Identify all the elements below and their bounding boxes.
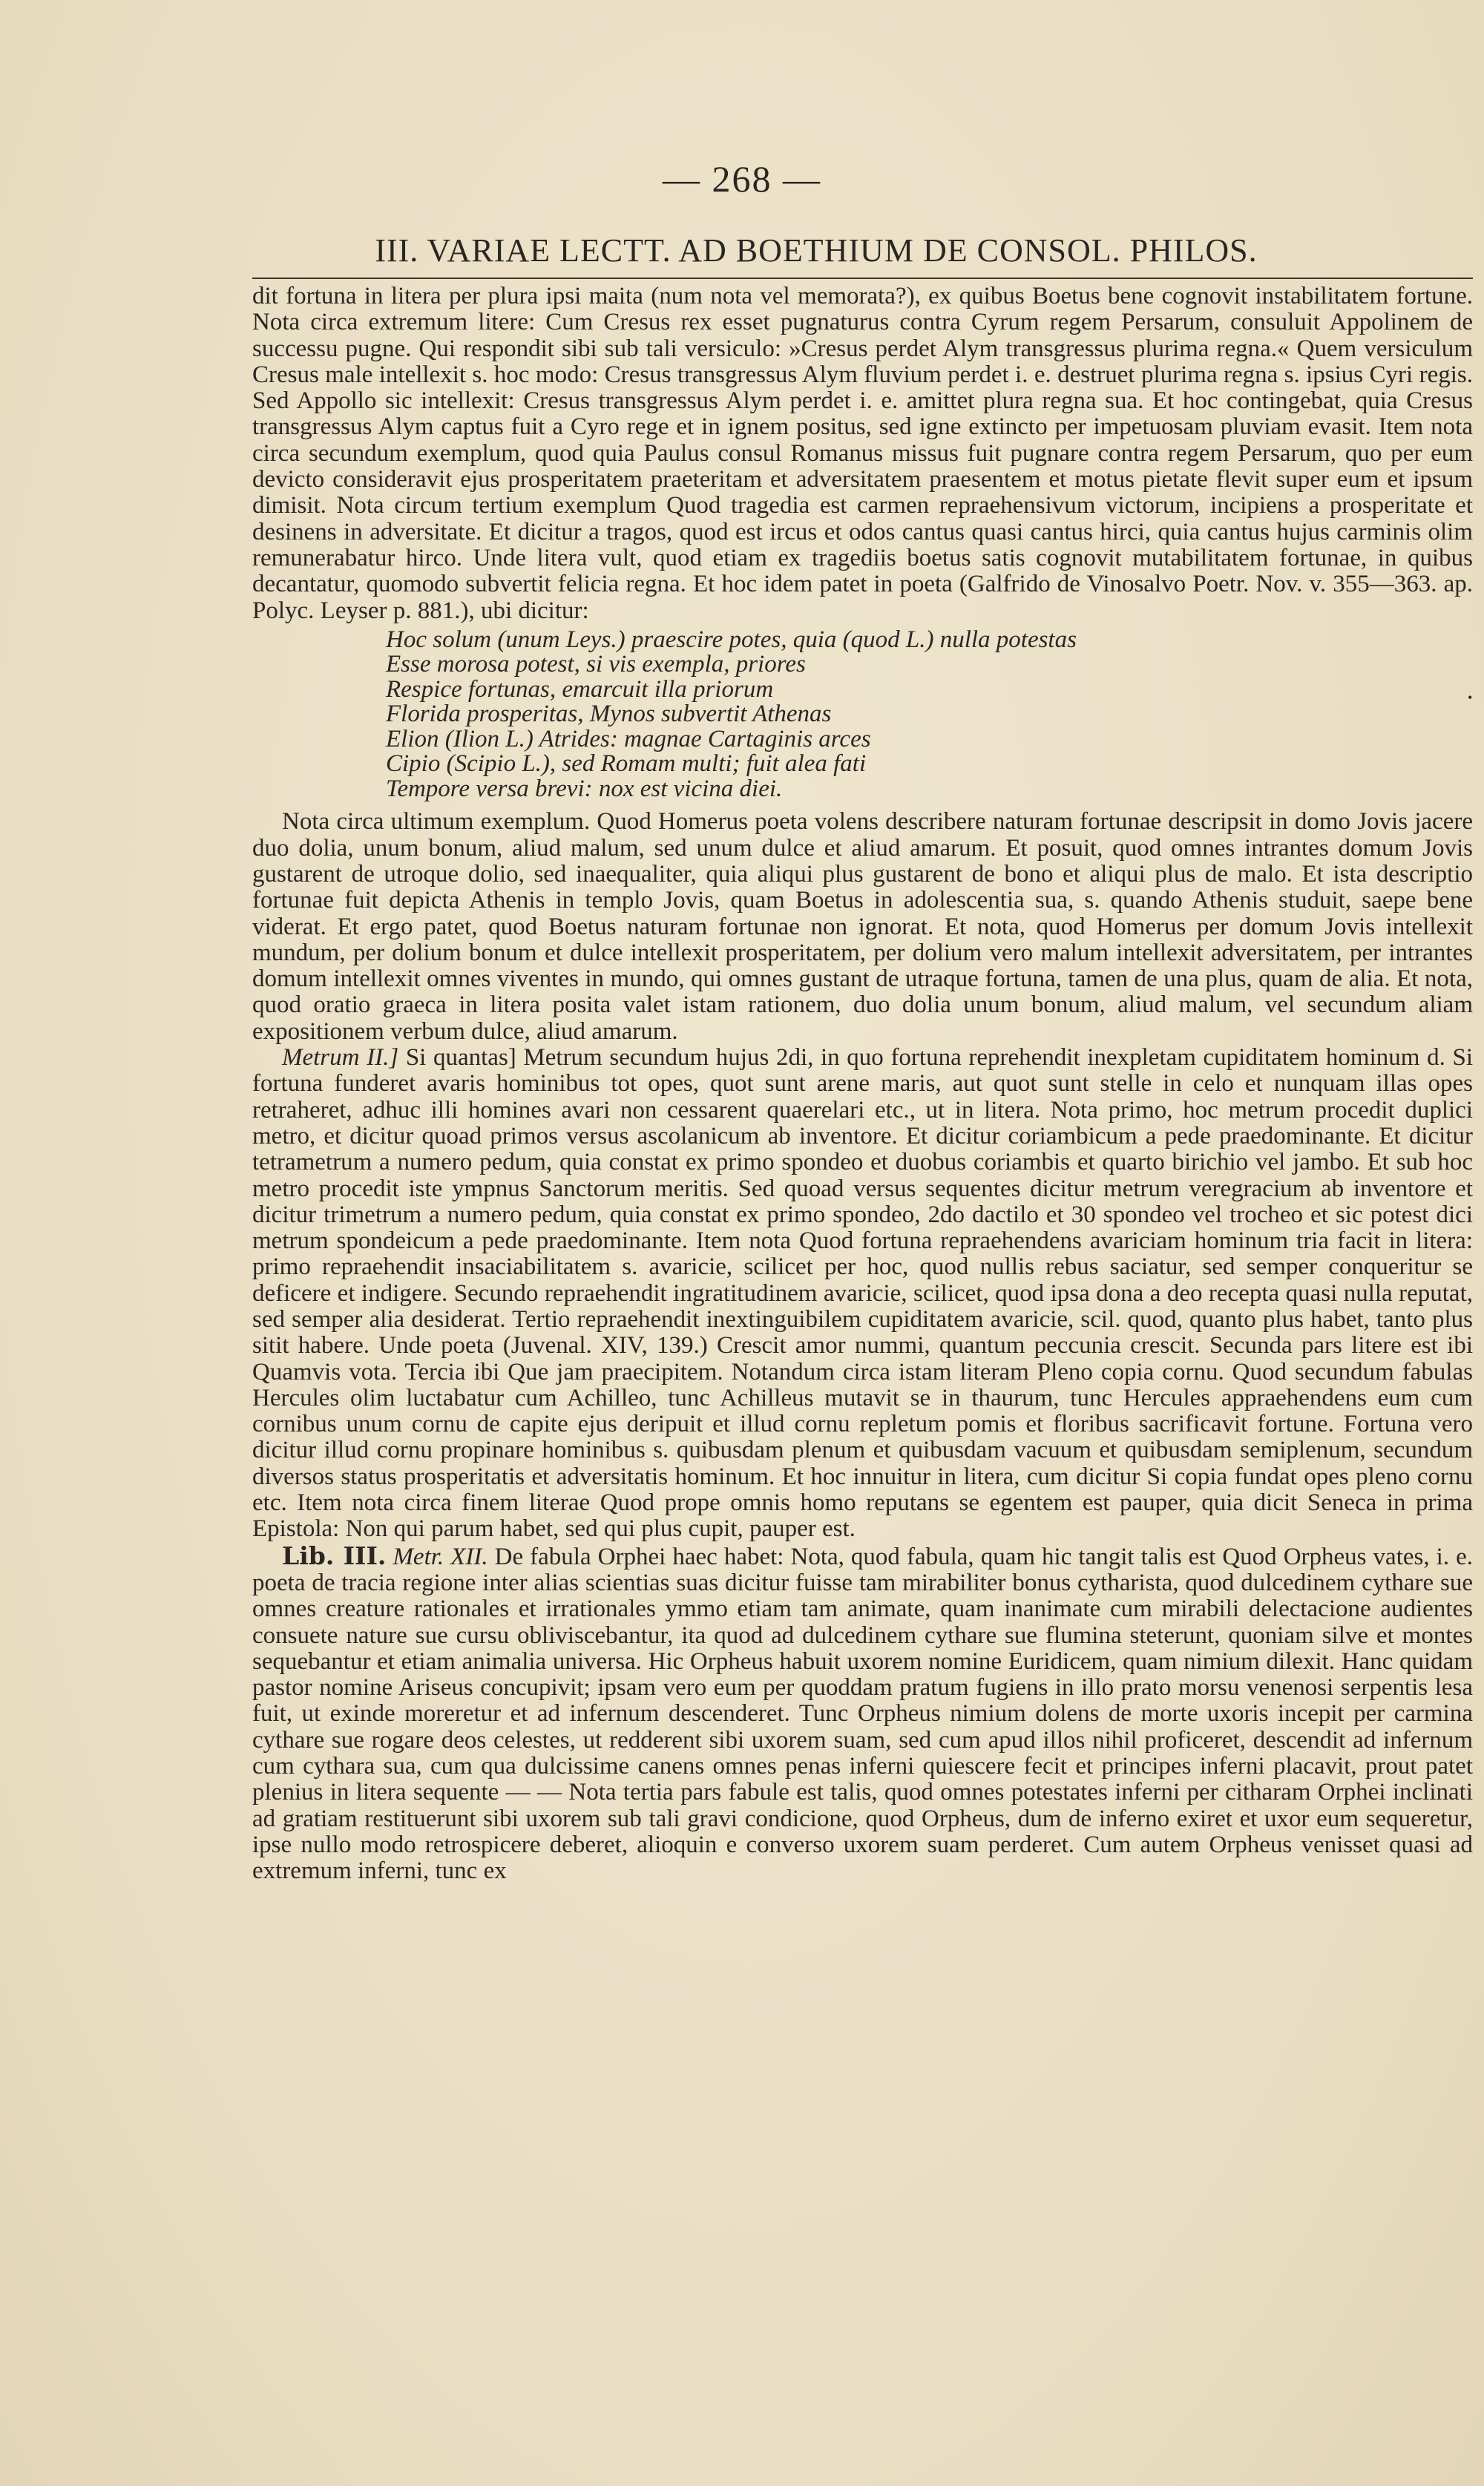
verse-line: Elion (Ilion L.) Atrides: magnae Cartaginis arces [386, 725, 871, 752]
verse-line: Respice fortunas, emarcuit illa priorum [386, 675, 774, 703]
paragraph-4 [252, 1543, 1473, 1885]
paragraph-2: Nota circa ultimum exemplum. Quod Homerus poeta volens describere naturam fortunae descripsit in domo Jovis jacere duo dolia, unum bonum, aliud malum, sed unum dulce et aliud amarum. Et posuit, quod omnes intrantes domum Jovis gustarent de utroque dolio, sed inaequaliter, quia aliqui plus gustarent de bono et aliqui plus de malo. Et ista descriptio fortunae fuit depicta Athenis in templo Jovis, quam Boetus in adolescentia sua, s. quando Athenis studuit, saepe bene viderat. Et ergo patet, quod Boetus naturam fortunae non ignorat. Et nota, quod Homerus per domum Jovis intellexit mundum, per dolium bonum et dulce intellexit prosperitatem, per dolium vero malum intellexit adversitatem, per intrantes domum intellexit omnes viventes in mundo, qui omnes gustant de utraque fortuna, tamen de una plus, quam de alia. Et nota, quod oratio graeca in litera posita valet istam rationem, duo dolia unum bonum, aliud malum, vel secundum aliam expositionem verbum dulce, aliud amarum. [252, 808, 1473, 1045]
paragraph-4-text: De fabula Orphei haec habet: Nota, quod fabula, quam hic tangit talis est Quod Orpheus vates, i. e. poeta de tracia regione inter alias scientias suas dicitur fuisse tam mirabiliter bonus cytharista, quod dulcedinem cythare sue omnes creature rationales et irrationales ymmo etiam tam animate, quam inanimate cum mirabili delectacione audientes consuete nature sue cursu obliviscebantur, ita quod ad dulcedinem cythare sue flumina steterunt, quoniam silve et montes sequebantur et etiam animalia universa. Hic Orpheus habuit uxorem nomine Euridicem, quam nimium dilexit. Hanc quidam pastor nomine Ariseus concupivit; ipsam vero eum per quoddam pratum fugiens in illo prato morsu venenosi serpentis lesa fuit, ut exinde moreretur et ad infernum descenderet. Tunc Orpheus nimium dolens de morte uxoris incepit per carmina cythare sue rogare deos celestes, ut redderent sibi uxorem suam, sed cum apud illos nihil proficeret, descendit ad infernum cum cythara sua, cum qua dulcissime canens omnes penas inferni quiescere fecit et principes inferni placavit, prout patet plenius in litera sequente — — Nota tertia pars fabule est talis, quod omnes potestates inferni per citharam Orphei inclinati ad gratiam restituerunt sibi uxorem sub tali gravi condicione, quod Orpheus, dum de inferno exiret et uxor eum sequeretur, ipse nullo modo retrospicere deberet, alioquin e converso uxorem suam perderet. Cum autem Orpheus venisset quasi ad extremum inferni, tunc ex [252, 1543, 1474, 1885]
paragraph-1: dit fortuna in litera per plura ipsi maita (num nota vel memorata?), ex quibus Boetus bene cognovit instabilitatem fortune. Nota circa extremum litere: Cum Cresus rex esset pugnaturus contra Cyrum regem Persarum, consuluit Appolinem de successu pugne. Qui respondit sibi sub tali versiculo: »Cresus perdet Alym transgressus plurima regna.« Quem versiculum Cresus male intellexit s. hoc modo: Cresus transgressus Alym fluvium perdet i. e. destruet plurima regna s. ipsius Cyri regis. Sed Appollo sic intellexit: Cresus transgressus Alym perdet i. e. amittet plura regna sua. Et hoc contingebat, quia Cresus transgressus Alym captus fuit a Cyro rege et in ignem positus, sed igne extincto per impetuosam pluviam evasit. Item nota circa secundum exemplum, quod quia Paulus consul Romanus missus fuit pugnare contra regem Persarum, quo per eum devicto consideravit ejus prosperitatem praeteritam et adversitatem praesentem et motus pietate flevit super eum et ipsum dimisit. Nota circum tertium exemplum Quod tragedia est carmen repraehensivum victorum, incipiens a prosperitate et desinens in adversitate. Et dicitur a tragos, quod est ircus et odos cantus quasi cantus hirci, quia cantus hujus carminis olim remunerabatur hirco. Unde litera vult, quod etiam ex tragediis boetus satis cognovit mutabilitatem fortunae, in quibus decantatur, quomodo subvertit felicia regna. Et hoc idem patet in poeta (Galfrido de Vinosalvo Poetr. Nov. v. 355—363. ap. Polyc. Leyser p. 881.), ubi dicitur: [252, 283, 1473, 624]
paragraph-3 [252, 1045, 1473, 1543]
verse-line: Tempore versa brevi: nox est vicina diei. [386, 775, 783, 802]
ink-speck: • [1468, 690, 1473, 705]
running-header: III. VARIAE LECTT. AD BOETHIUM DE CONSOL. PHILOS. [375, 232, 1258, 269]
verse-line: Esse morosa potest, si vis exempla, priores [386, 651, 806, 678]
metrum-label: Metrum II.] [282, 1044, 399, 1072]
header-rule [252, 278, 1473, 279]
metrum-ref: Metr. XII. [393, 1543, 488, 1570]
verse-line: Florida prosperitas, Mynos subvertit Athenas [386, 701, 832, 728]
verse-line: Cipio (Scipio L.), sed Romam multi; fuit alea fati [386, 750, 867, 778]
paragraph-3-text: Si quantas] Metrum secundum hujus 2di, in quo fortuna reprehendit inexpletam cupiditatem hominum d. Si fortuna funderet avaris hominibus tot opes, quot sunt arene maris, aut quot sunt stelle in celo et nunquam illas opes retraheret, adhuc illi homines avari non cessarent quaerelari etc., ut in litera. Nota primo, hoc metrum procedit duplici metro, et dicitur quoad primos versus ascolanicum ab inventore. Et dicitur coriambicum a pede praedominante. Et dicitur tetrametrum a numero pedum, quia constat ex primo spondeo et duobus coriambis et quarto birichio vel jambo. Et sub hoc metro procedit iste ympnus Sanctorum meritis. Sed quoad versus sequentes dicitur metrum veregracium ab inventore et dicitur trimetrum a numero pedum, quia constat ex primo spondeo, 2do dactilo et 30 spondeo vel trocheo et sic potest dici metrum spondeicum a pede praedominante. Item nota Quod fortuna repraehendens avariciam hominum tria facit in litera: primo repraehendit insaciabilitatem s. avaricie, scilicet per hoc, quod nullis rebus saciatur, sed semper conqueritur se deficere et indigere. Secundo repraehendit ingratitudinem avaricie, scilicet, quod ipsa dona a deo recepta quasi nulla reputat, sed semper alia desiderat. Tertio repraehendit inextinguibilem cupiditatem avaricie, scil. quod, quanto plus habet, tanto plus sitit habere. Unde poeta (Juvenal. XIV, 139.) Crescit amor nummi, quantum peccunia crescit. Secunda pars litere est ibi Quamvis vota. Tercia ibi Que jam praecipitem. Notandum circa istam literam Pleno copia cornu. Quod secundum fabulas Hercules olim luctabatur cum Achilleo, tunc Achilleus mutavit se in thaurum, tunc Hercules appraehendens eum cum cornibus unum cornu de capite ejus deripuit et illud cornu repletum pomis et floribus sacrificavit fortune. Fortuna vero dicitur illud cornu propinare hominibus s. quibusdam plenum et quibusdam vacuum et quibusdam semiplenum, secundum diversos status prosperitatis et adversitatis hominum. Et hoc innuitur in litera, cum dicitur Si copia fundat opes pleno cornu etc. Item nota circa finem literae Quod prope omnis homo reputans se egentem est pauper, quia dicit Seneca in prima Epistola: Non qui parum habet, sed qui plus cupit, pauper est. [252, 1044, 1473, 1543]
text-body [252, 283, 1473, 1885]
verse-quotation [386, 628, 1473, 802]
book-label: Lib. III. [282, 1541, 387, 1570]
verse-line: Hoc solum (unum Leys.) praescire potes, quia (quod L.) nulla potestas [386, 626, 1077, 653]
page-number: — 268 — [663, 158, 821, 200]
